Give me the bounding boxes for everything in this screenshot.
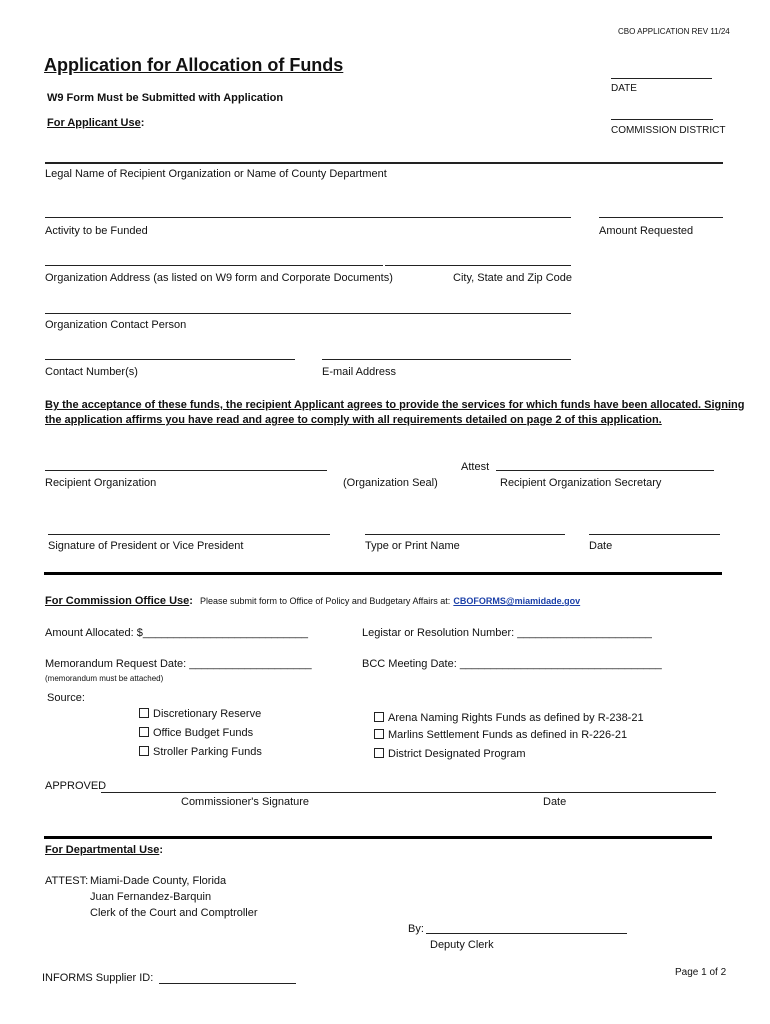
page-number: Page 1 of 2 <box>675 967 727 978</box>
date-label: DATE <box>611 83 637 94</box>
signature-date-label: Date <box>589 540 613 552</box>
contact-number-field[interactable] <box>45 359 295 360</box>
commission-instructions: Please submit form to Office of Policy and Budgetary Affairs at: <box>200 596 451 606</box>
supplier-id-field[interactable] <box>159 983 296 984</box>
legistar-field[interactable]: Legistar or Resolution Number: ______________________ <box>362 627 652 639</box>
attest-field[interactable] <box>496 470 714 471</box>
source-district-designated[interactable]: District Designated Program <box>374 748 526 760</box>
departmental-heading: For Departmental Use: <box>45 844 163 856</box>
form-revision: CBO APPLICATION REV 11/24 <box>618 27 730 36</box>
commission-district-field[interactable] <box>611 119 713 120</box>
checkbox-icon <box>139 708 149 718</box>
city-state-zip-field[interactable] <box>385 265 571 266</box>
source-stroller-parking[interactable]: Stroller Parking Funds <box>139 746 262 758</box>
recipient-organization-field[interactable] <box>45 470 327 471</box>
email-label: E-mail Address <box>322 366 396 378</box>
attest-line-clerk-title: Clerk of the Court and Comptroller <box>90 907 258 919</box>
applicant-use-heading: For Applicant Use: <box>47 117 145 129</box>
secretary-label: Recipient Organization Secretary <box>500 477 662 489</box>
by-label: By: <box>408 923 424 935</box>
deputy-clerk-signature-field[interactable] <box>426 933 627 934</box>
president-signature-field[interactable] <box>48 534 330 535</box>
signature-date-field[interactable] <box>589 534 720 535</box>
legal-name-field[interactable] <box>45 162 723 164</box>
bcc-meeting-date-field[interactable]: BCC Meeting Date: _________________________________ <box>362 658 662 670</box>
organization-seal-label: (Organization Seal) <box>343 477 438 489</box>
checkbox-icon <box>374 748 384 758</box>
email-field[interactable] <box>322 359 571 360</box>
contact-person-label: Organization Contact Person <box>45 319 187 331</box>
source-arena-naming[interactable]: Arena Naming Rights Funds as defined by R-238-21 <box>374 712 644 724</box>
attest-line-county: Miami-Dade County, Florida <box>90 875 227 887</box>
commissioner-signature-label: Commissioner's Signature <box>181 796 310 808</box>
section-divider <box>44 572 722 575</box>
source-label: Source: <box>47 692 85 704</box>
recipient-organization-label: Recipient Organization <box>45 477 157 489</box>
source-office-budget[interactable]: Office Budget Funds <box>139 727 253 739</box>
address-label: Organization Address (as listed on W9 form and Corporate Documents) <box>45 272 393 284</box>
checkbox-icon <box>374 729 384 739</box>
contact-person-field[interactable] <box>45 313 571 314</box>
source-discretionary[interactable]: Discretionary Reserve <box>139 708 261 720</box>
approved-date-label: Date <box>543 796 567 808</box>
supplier-id-label: INFORMS Supplier ID: <box>42 972 154 984</box>
section-divider-2 <box>44 836 712 839</box>
w9-notice: W9 Form Must be Submitted with Application <box>47 92 284 104</box>
source-marlins-settlement[interactable]: Marlins Settlement Funds as defined in R-226-21 <box>374 729 627 741</box>
commission-heading-row: For Commission Office Use: Please submit form to Office of Policy and Budgetary Affairs at: CBOFORMS@miamidade.gov <box>45 595 581 607</box>
memo-note: (memorandum must be attached) <box>45 674 164 683</box>
print-name-label: Type or Print Name <box>365 540 460 552</box>
president-signature-label: Signature of President or Vice President <box>48 540 244 552</box>
amount-requested-field[interactable] <box>599 217 723 218</box>
memo-date-field[interactable]: Memorandum Request Date: ____________________ <box>45 658 312 670</box>
checkbox-icon <box>139 746 149 756</box>
address-field[interactable] <box>45 265 383 266</box>
print-name-field[interactable] <box>365 534 565 535</box>
activity-field[interactable] <box>45 217 571 218</box>
checkbox-icon <box>139 727 149 737</box>
amount-allocated-field[interactable]: Amount Allocated: $___________________________ <box>45 627 309 639</box>
agreement-text: By the acceptance of these funds, the recipient Applicant agrees to provide the services for which funds have been allocated. Signing the application affirms you have read and agree to comply with all requirements detailed on page 2 of this application. <box>45 399 745 426</box>
attest-dept-label: ATTEST: <box>45 875 89 887</box>
approved-signature-field[interactable] <box>101 792 716 793</box>
activity-label: Activity to be Funded <box>45 225 148 237</box>
page-title: Application for Allocation of Funds <box>44 55 344 75</box>
contact-number-label: Contact Number(s) <box>45 366 138 378</box>
attest-label: Attest <box>461 461 490 473</box>
approved-label: APPROVED <box>45 780 107 792</box>
amount-requested-label: Amount Requested <box>599 225 694 237</box>
legal-name-label: Legal Name of Recipient Organization or Name of County Department <box>45 168 387 180</box>
city-state-zip-label: City, State and Zip Code <box>453 272 573 284</box>
date-field[interactable] <box>611 78 712 79</box>
checkbox-icon <box>374 712 384 722</box>
commission-district-label: COMMISSION DISTRICT <box>611 125 726 136</box>
deputy-clerk-label: Deputy Clerk <box>430 939 494 951</box>
attest-line-clerk-name: Juan Fernandez-Barquin <box>90 891 212 903</box>
cboforms-email-link[interactable]: CBOFORMS@miamidade.gov <box>453 596 581 606</box>
